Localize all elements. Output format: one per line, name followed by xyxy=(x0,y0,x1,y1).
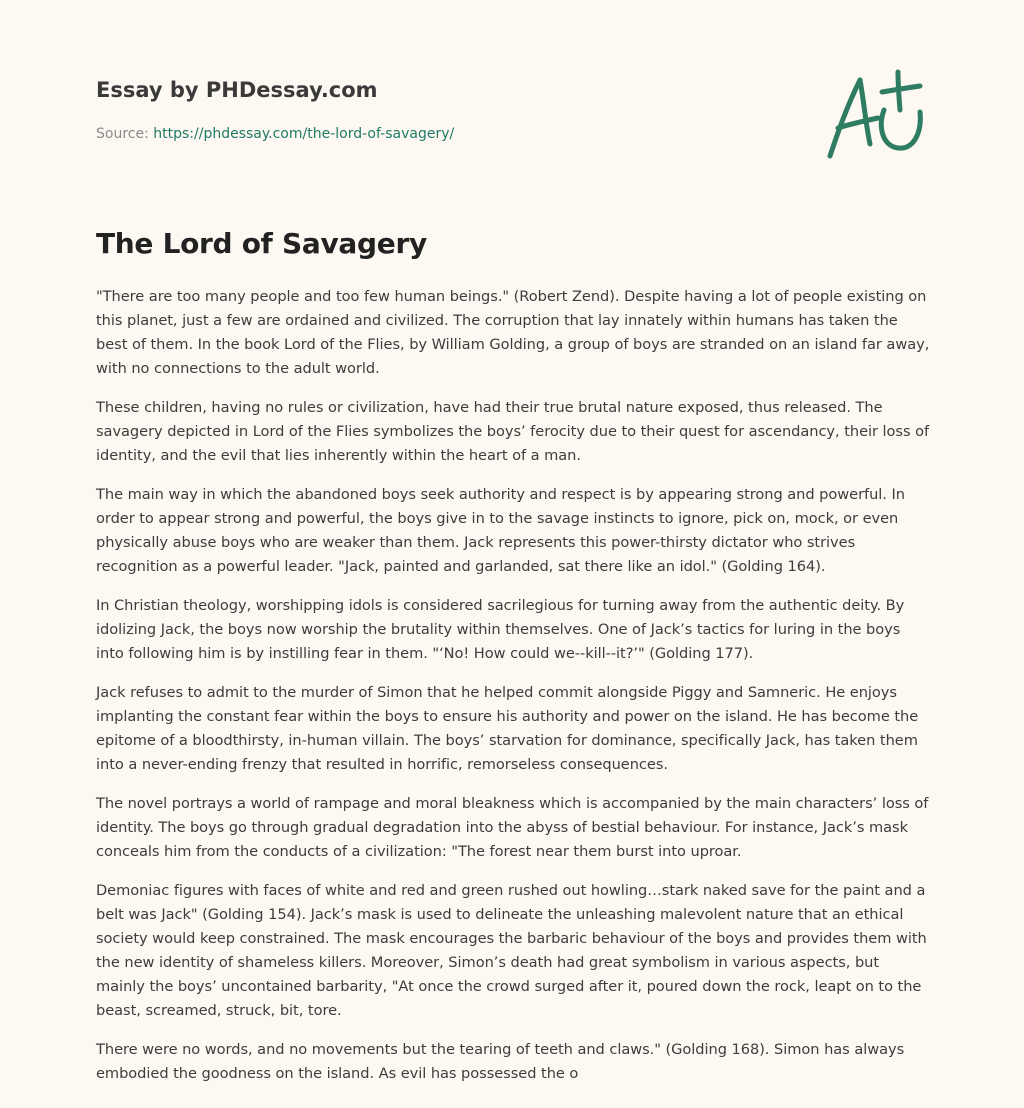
site-title: Essay by PHDessay.com xyxy=(96,78,378,102)
a-plus-grade-icon xyxy=(820,66,930,166)
essay-paragraph: Demoniac figures with faces of white and red and green rushed out howling…stark naked save for the paint and a belt was Jack" (Golding 154). Jack’s mask is used to delineate the unleashing malevolent nature that an ethical society would keep constrained. The mask encourages the barbaric behaviour of the boys and provides them with the new identity of shameless killers. Moreover, Simon’s death had great symbolism in various aspects, but mainly the boys’ uncontained barbarity, "At once the crowd surged after it, poured down the rock, leapt on to the beast, screamed, struck, bit, tore. xyxy=(96,882,927,1019)
essay-paragraph: The main way in which the abandoned boys seek authority and respect is by appearing strong and powerful. In order to appear strong and powerful, the boys give in to the savage instincts to ignore, pick on, mock, or even physically abuse boys who are weaker than them. Jack represents this power-thirsty dictator who strives recognition as a powerful leader. "Jack, painted and garlanded, sat there like an idol." (Golding 164). xyxy=(96,486,905,575)
source-line xyxy=(96,124,796,144)
essay-paragraph: In Christian theology, worshipping idols is considered sacrilegious for turning away from the authentic deity. By idolizing Jack, the boys now worship the brutality within themselves. One of Jack’s tactics for luring in the boys into following him is by instilling fear in them. "‘No! How could we--kill--it?’" (Golding 177). xyxy=(96,597,905,662)
essay-header xyxy=(96,74,796,144)
essay-paragraph: The novel portrays a world of rampage and moral bleakness which is accompanied by the main characters’ loss of identity. The boys go through gradual degradation into the abyss of bestial behaviour. For instance, Jack’s mask conceals him from the conducts of a civilization: "The forest near them burst into uproar. xyxy=(96,795,929,860)
essay-paragraph: There were no words, and no movements but the tearing of teeth and claws." (Golding 168). Simon has always embodied the goodness on the island. As evil has possessed the o xyxy=(96,1041,905,1082)
source-link[interactable]: https://phdessay.com/the-lord-of-savagery/ xyxy=(153,126,455,142)
essay-paragraph: Jack refuses to admit to the murder of Simon that he helped commit alongside Piggy and Samneric. He enjoys implanting the constant fear within the boys to ensure his authority and power on the island. He has become the epitome of a bloodthirsty, in-human villain. The boys’ starvation for dominance, specifically Jack, has taken them into a never-ending frenzy that resulted in horrific, remorseless consequences. xyxy=(96,684,919,773)
essay-title: The Lord of Savagery xyxy=(96,227,427,260)
essay-paragraph: "There are too many people and too few human beings." (Robert Zend). Despite having a lot of people existing on this planet, just a few are ordained and civilized. The corruption that lay innately within humans has taken the best of them. In the book Lord of the Flies, by William Golding, a group of boys are stranded on an island far away, with no connections to the adult world. xyxy=(96,288,930,377)
source-label: Source: xyxy=(96,126,149,142)
essay-paragraph: These children, having no rules or civilization, have had their true brutal nature exposed, thus released. The savagery depicted in Lord of the Flies symbolizes the boys’ ferocity due to their quest for ascendancy, their loss of identity, and the evil that lies inherently within the heart of a man. xyxy=(96,399,930,464)
essay-body xyxy=(96,285,932,1101)
